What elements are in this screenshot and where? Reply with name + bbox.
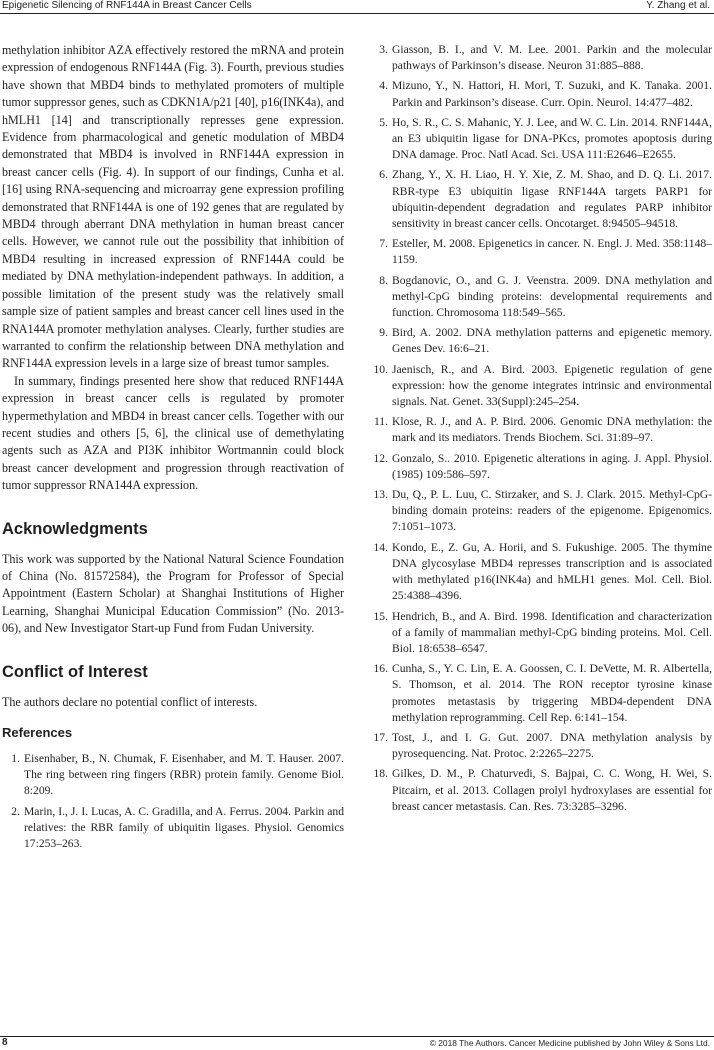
reference-item	[370, 766, 712, 815]
reference-item	[370, 42, 712, 74]
reference-text: Gilkes, D. M., P. Chaturvedi, S. Bajpai, C. C. Wong, H. Wei, S. Pitcairn, et al. 2013. Collagen prolyl hydroxylases are essential for breast cancer metastasis. Can. Res. 73:3285–3296.	[392, 767, 712, 813]
acknowledgments-text: This work was supported by the National Natural Science Foundation of China (No. 81572584), the Program for Professor of Special Appointment (Eastern Scholar) at Shanghai Institutions of Higher Learning, Shanghai Municipal Education Commission” (No. 2013-06), and New Investigator Start-up Fund from Fudan University.	[2, 551, 344, 636]
reference-item	[370, 730, 712, 762]
reference-item	[2, 751, 344, 800]
reference-text: Ho, S. R., C. S. Mahanic, Y. J. Lee, and W. C. Lin. 2014. RNF144A, an E3 ubiquitin ligase for DNA-PKcs, promotes apoptosis during DNA damage. Proc. Natl Acad. Sci. USA 111:E2646–E2655.	[392, 115, 712, 162]
discussion-paragraph-1: methylation inhibitor AZA effectively restored the mRNA and protein expression of endogenous RNF144A (Fig. 3). Fourth, previous studies have shown that MBD4 binds to methylated promoters of multiple tumor suppressor genes, such as CDKN1A/p21 [40], p16(INK4a), and hMLH1 [14] and transcriptionally represses gene expression. Evidence from pharmacological and genetic modulation of MBD4 demonstrated that MBD4 is involved in RNF144A expression in breast cancer cells (Fig. 4). In support of our findings, Cunha et al. [16] using RNA-sequencing and microarray gene expression profiling demonstrated that RNF144A is one of 192 genes that are regulated by MBD4 through aberrant DNA methylation in human breast cancer cells. However, we cannot rule out the possibility that inhibition of MBD4 resulting in increased expression of RNF144A could be mediated by DNA methylation-independent pathways. In addition, a possible limitation of the present study was the relatively small sample size of patient samples and breast cancer cell lines used in the RNA144A promoter methylation analyses. Clearly, further studies are warranted to confirm the relationship between DNA methylation and RNF144A expression levels in a large size of breast tumor samples.	[2, 43, 344, 371]
page-number: 8	[2, 1037, 8, 1048]
reference-item	[370, 609, 712, 658]
header-rule	[0, 13, 714, 14]
footer-rule	[0, 1036, 714, 1037]
left-column	[2, 42, 344, 856]
reference-text: Bogdanovic, O., and G. J. Veenstra. 2009. DNA methylation and methyl-CpG binding proteins: developmental requirements and function. Chromosoma 118:549–565.	[392, 273, 712, 320]
reference-number: 17.	[373, 730, 388, 744]
running-header	[0, 0, 714, 14]
reference-number: 8.	[379, 273, 388, 287]
reference-text: Giasson, B. I., and V. M. Lee. 2001. Parkin and the molecular pathways of Parkinson’s disease. Neuron 31:885–888.	[392, 43, 712, 73]
reference-item	[370, 487, 712, 536]
reference-item	[370, 540, 712, 605]
reference-text: Jaenisch, R., and A. Bird. 2003. Epigenetic regulation of gene expression: how the genome integrates intrinsic and environmental signals. Nat. Genet. 33(Suppl):245–254.	[392, 362, 712, 409]
reference-number: 1.	[11, 752, 20, 765]
reference-number: 14.	[373, 540, 388, 554]
reference-number: 11.	[373, 415, 388, 429]
reference-text: Esteller, M. 2008. Epigenetics in cancer. N. Engl. J. Med. 358:1148–1159.	[392, 237, 712, 267]
reference-text: Eisenhaber, B., N. Chumak, F. Eisenhaber, and M. T. Hauser. 2007. The ring between ring fingers (RBR) protein family. Genome Biol. 8:209.	[24, 752, 344, 798]
reference-number: 6.	[379, 168, 388, 182]
reference-number: 13.	[373, 488, 388, 502]
reference-text: Zhang, Y., X. H. Liao, H. Y. Xie, Z. M. Shao, and D. Q. Li. 2017. RBR-type E3 ubiquitin ligase RNF144A targets PARP1 for ubiquitin-dependent degradation and regulates PARP inhibitor sensitivity in breast cancer cells. Oncotarget. 8:94505–94518.	[392, 168, 712, 231]
reference-item	[370, 451, 712, 483]
conflict-heading: Conflict of Interest	[2, 662, 148, 681]
reference-number: 3.	[379, 43, 388, 56]
reference-number: 12.	[373, 451, 388, 465]
reference-text: Du, Q., P. L. Luu, C. Stirzaker, and S. J. Clark. 2015. Methyl-CpG-binding domain proteins: readers of the epigenome. Epigenomics. 7:1051–1073.	[392, 488, 712, 534]
copyright-notice: © 2018 The Authors. Cancer Medicine published by John Wiley & Sons Ltd.	[429, 1038, 710, 1048]
reference-number: 9.	[379, 326, 388, 340]
reference-text: Hendrich, B., and A. Bird. 1998. Identification and characterization of a family of mammalian methyl-CpG binding proteins. Mol. Cell. Biol. 18:6538–6547.	[392, 609, 712, 655]
page-footer	[0, 1036, 714, 1050]
reference-item	[370, 236, 712, 268]
reference-number: 7.	[379, 237, 388, 251]
reference-item	[370, 325, 712, 357]
reference-number: 16.	[373, 662, 388, 676]
reference-item	[370, 661, 712, 726]
reference-item	[370, 362, 712, 411]
reference-item	[370, 273, 712, 322]
reference-text: Cunha, S., Y. C. Lin, E. A. Goossen, C. I. DeVette, M. R. Albertella, S. Thomson, et al. 2014. The RON receptor tyrosine kinase promotes metastasis by triggering MBD4-dependent DNA methylation reprogramming. Cell Rep. 6:141–154.	[392, 662, 712, 724]
references-heading: References	[2, 725, 73, 740]
reference-text: Mizuno, Y., N. Hattori, H. Mori, T. Suzuki, and K. Tanaka. 2001. Parkin and Parkinson’s disease. Curr. Opin. Neurol. 14:477–482.	[392, 79, 712, 109]
reference-item	[2, 804, 344, 853]
reference-number: 5.	[379, 115, 388, 129]
reference-item	[370, 115, 712, 164]
reference-number: 15.	[373, 609, 388, 623]
reference-text: Kondo, E., Z. Gu, A. Horii, and S. Fukushige. 2005. The thymine DNA glycosylase MBD4 represses transcription and is associated with methylated p16(INK4a) and hMLH1 genes. Mol. Cell. Biol. 25:4388–4396.	[392, 540, 712, 603]
running-title: Epigenetic Silencing of RNF144A in Breast Cancer Cells	[2, 0, 252, 11]
right-column	[370, 42, 712, 819]
reference-item	[370, 414, 712, 446]
reference-number: 10.	[373, 362, 388, 376]
reference-text: Marin, I., J. I. Lucas, A. C. Gradilla, and A. Ferrus. 2004. Parkin and relatives: the RBR family of ubiquitin ligases. Physiol. Genomics 17:253–263.	[24, 804, 344, 851]
reference-item	[370, 78, 712, 110]
reference-list-left	[2, 751, 344, 852]
discussion-paragraph-2: In summary, findings presented here show that reduced RNF144A expression in breast cancer cells is regulated by promoter hypermethylation and MBD4 in breast cancer cells. Together with our recent studies and others [5, 6], the clinical use of demethylating agents such as AZA and PI3K inhibitor Wortmannin could block breast cancer development and progression through reactivation of tumor suppressor RNA144A expression.	[2, 373, 344, 493]
reference-number: 4.	[379, 79, 388, 93]
running-authors: Y. Zhang et al.	[646, 0, 710, 11]
reference-number: 18.	[373, 767, 388, 781]
reference-text: Gonzalo, S.. 2010. Epigenetic alterations in aging. J. Appl. Physiol. (1985) 109:586–597.	[392, 451, 712, 481]
reference-text: Tost, J., and I. G. Gut. 2007. DNA methylation analysis by pyrosequencing. Nat. Protoc. 2:2265–2275.	[392, 730, 712, 761]
reference-text: Bird, A. 2002. DNA methylation patterns and epigenetic memory. Genes Dev. 16:6–21.	[392, 326, 712, 356]
reference-text: Klose, R. J., and A. P. Bird. 2006. Genomic DNA methylation: the mark and its mediators. Trends Biochem. Sci. 31:89–97.	[392, 415, 712, 445]
reference-number: 2.	[11, 804, 20, 818]
reference-list-right	[370, 42, 712, 815]
reference-item	[370, 167, 712, 232]
conflict-text: The authors declare no potential conflict of interests.	[2, 694, 258, 709]
acknowledgments-heading: Acknowledgments	[2, 519, 148, 538]
